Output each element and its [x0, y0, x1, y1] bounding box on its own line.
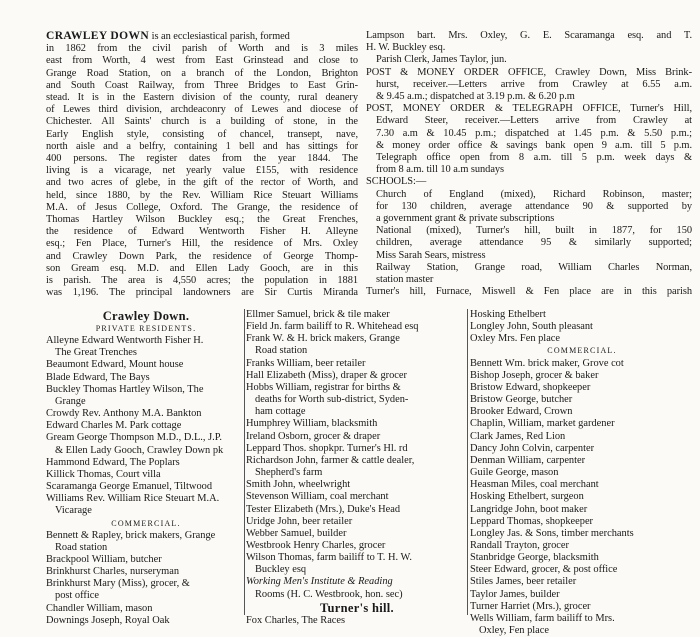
notice-line: & money order office & savings bank open 9 a.m. till 5 p.m. [376, 139, 692, 151]
directory-entry: Brinkhurst Mary (Miss), grocer, & [46, 578, 190, 590]
directory-entry: Smith John, wheelwright [246, 479, 351, 491]
directory-entry: Turner Harriet (Mrs.), grocer [470, 600, 591, 612]
intro-line: M.A. of Jesus College, Oxford. The Grange, the residence of [46, 201, 358, 213]
entry-continuation: Shepherd's farm [255, 467, 323, 479]
notice-line: Edward Steer, receiver.—Letters arrive from Crawley at [376, 115, 692, 127]
intro-line: and two acres of glebe, in the gift of the rector of Worth, and [46, 177, 358, 189]
intro-line: north aisle and a belfry, containing 1 bell and has sittings for [46, 140, 358, 152]
intro-line: 400 persons. The register dates from the year 1844. The [46, 153, 358, 165]
column-3 [470, 309, 694, 637]
directory-entry: Brooker Edward, Crown [470, 406, 573, 418]
notice-line: National (mixed), Turner's hill, built in 1877, for 150 [376, 225, 692, 237]
notice-line: & 9.45 a.m.; dispatched at 3.19 p.m. & 6.20 p.m [376, 91, 575, 103]
intro-line: esq.; Fen Place, Turner's Hill, the residence of Mrs. Oxley [46, 238, 358, 250]
directory-entry: Westbrook Henry Charles, grocer [246, 539, 386, 551]
directory-entry: Taylor James, builder [470, 588, 560, 600]
directory-entry: Williams Rev. William Rice Steuart M.A. [46, 493, 220, 505]
entry-continuation: Buckley esq [255, 564, 307, 576]
intro-line: east from Worth, 4 west from East Grinstead and close to [46, 55, 358, 67]
directory-entry: Buckley Thomas Hartley Wilson, The [46, 383, 204, 395]
intro-line: Thomas Hartley Wilson Buckley esq.; the Great Frenches, [46, 214, 358, 226]
directory-entry: Heasman Miles, coal merchant [470, 479, 599, 491]
directory-entry: Frank W. & H. brick makers, Grange [246, 333, 400, 345]
intro-line: Grange Road Station, on a branch of the London, Brighton [46, 67, 358, 79]
entry-continuation: post office [55, 590, 99, 602]
directory-entry: Wilson Thomas, farm bailiff to T. H. W. [246, 552, 412, 564]
directory-entry: Leppard Thomas, shopkeeper [470, 515, 594, 527]
notice-line: children, average attendance 95 & similarly supported; [376, 237, 692, 249]
notice-line: Railway Station, Grange road, William Charles Norman, [376, 261, 692, 273]
section-heading: Turner's hill. [320, 600, 394, 615]
directory-entry: Bennett & Rapley, brick makers, Grange [46, 529, 216, 541]
directory-entry: Denman William, carpenter [470, 454, 586, 466]
directory-entry: Bristow Edward, shopkeeper [470, 381, 591, 393]
section-heading: Crawley Down. [102, 309, 190, 323]
directory-entry: Gream George Thompson M.D., D.L., J.P. [46, 432, 222, 444]
directory-entry: Leppard Thos. shopkpr. Turner's Hl. rd [246, 442, 408, 454]
directory-entry: Hobbs William, registrar for births & [246, 381, 401, 393]
directory-entry: Stiles James, beer retailer [470, 576, 577, 588]
directory-entry: Chandler William, mason [46, 602, 153, 614]
directory-entry: Stevenson William, coal merchant [246, 491, 389, 503]
directory-entry: Dancy John Colvin, carpenter [470, 442, 595, 454]
section-subheading: PRIVATE RESIDENTS. [95, 324, 197, 333]
intro-line: is parish. The area is 4,550 acres; the population in 1881 [46, 275, 358, 287]
notice-line: POST & MONEY ORDER OFFICE, Crawley Down, Miss Brink- [366, 66, 692, 78]
directory-entry: Franks William, beer retailer [246, 357, 366, 369]
directory-entry: Hall Elizabeth (Miss), draper & grocer [246, 369, 407, 381]
intro-line: CRAWLEY DOWN is an ecclesiastical parish, formed [46, 30, 290, 42]
column-rule [244, 309, 245, 615]
entry-continuation: Grange [55, 395, 86, 407]
place-title: CRAWLEY DOWN [46, 30, 150, 42]
directory-entry: Longley John, South pleasant [470, 321, 593, 333]
entry-continuation: deaths for Worth sub-district, Syden- [255, 394, 409, 406]
directory-entry: Chaplin, William, market gardener [470, 418, 615, 430]
entry-continuation: & Ellen Lady Gooch, Crawley Down pk [55, 444, 224, 456]
notice-line: Telegraph office open from 8 a.m. till 5 p.m. week days & [376, 152, 692, 164]
directory-entry: Oxley Mrs. Fen place [470, 333, 561, 345]
directory-entry: Fox Charles, The Races [246, 614, 346, 626]
intro-line: Chichester. All Saints' church is a building of stone, in the [46, 116, 358, 128]
directory-entry: Langridge John, boot maker [470, 503, 588, 515]
directory-entry: Edward Charles M. Park cottage [46, 420, 182, 432]
intro-line: son Gream esq. M.D. and Ellen Lady Gooch, are in this [46, 262, 358, 274]
right-top-paragraph [366, 30, 692, 298]
entry-continuation: Road station [255, 345, 308, 357]
intro-line: held, since 1880, by the Rev. William Rice Steuart Williams [46, 189, 358, 201]
directory-entry: Beaumont Edward, Mount house [46, 359, 184, 371]
notice-line: Parish Clerk, James Taylor, jun. [376, 54, 507, 66]
directory-entry: Ireland Osborn, grocer & draper [246, 430, 381, 442]
directory-entry: Clark James, Red Lion [470, 430, 566, 442]
column-2 [246, 309, 468, 627]
directory-entry: Ellmer Samuel, brick & tile maker [246, 309, 390, 320]
directory-entry: Wells William, farm bailiff to Mrs. [470, 612, 615, 624]
directory-entry: Killick Thomas, Court villa [46, 468, 161, 480]
entry-continuation: Road station [55, 541, 108, 553]
directory-entry: Blade Edward, The Bays [46, 371, 150, 383]
directory-entry: Hammond Edward, The Poplars [46, 456, 180, 468]
intro-line: in 1862 from the civil parish of Worth and is 3 miles [46, 43, 358, 55]
column-1 [46, 309, 246, 627]
notice-line: Miss Sarah Sears, mistress [376, 249, 486, 261]
intro-paragraph [46, 30, 358, 299]
entry-continuation: Vicarage [55, 505, 92, 517]
section-subheading: COMMERCIAL. [111, 518, 181, 528]
intro-line: the residence of Edward Wentworth Fisher H. Alleyne [46, 226, 358, 238]
directory-entry: Brinkhurst Charles, nurseryman [46, 566, 180, 578]
directory-entry: Guile George, mason [470, 467, 559, 479]
intro-line: and Crawley Down Park, the residence of George Thomp- [46, 250, 358, 262]
notice-line: SCHOOLS:— [366, 176, 427, 188]
directory-entry: Crowdy Rev. Anthony M.A. Bankton [46, 408, 202, 420]
intro-line: Early English style, consisting of chancel, transept, nave, [46, 128, 358, 140]
directory-entry: Downings Joseph, Royal Oak [46, 614, 170, 626]
directory-entry: Bishop Joseph, grocer & baker [470, 369, 599, 381]
directory-entry: Richardson John, farmer & cattle dealer, [246, 454, 415, 466]
directory-entry: Field Jn. farm bailiff to R. Whitehead esq [246, 321, 419, 333]
directory-entry: Randall Trayton, grocer [470, 539, 569, 551]
directory-entry: Longley Jas. & Sons, timber merchants [470, 527, 634, 539]
notice-line: 7.30 a.m & 10.45 p.m.; dispatched at 1.45 p.m. & 5.50 p.m.; [376, 127, 692, 139]
notice-line: for 130 children, average attendance 90 & supported by [376, 200, 692, 212]
directory-entry: Uridge John, beer retailer [246, 515, 353, 527]
directory-entry: Tester Elizabeth (Mrs.), Duke's Head [246, 503, 401, 515]
intro-line: living is a vicarage, net yearly value £155, with residence [46, 165, 358, 177]
notice-line: from 8 a.m. till 10 a.m sundays [376, 164, 505, 176]
intro-line: and South Coast Railway, from Three Bridges to East Grin- [46, 79, 358, 91]
intro-line: of Lewes third division, archdeaconry of Lewes and diocese of [46, 104, 358, 116]
notice-line: Turner's hill, Furnace, Miswell & Fen place are in this parish [366, 286, 692, 298]
directory-entry: Working Men's Institute & Reading [246, 576, 393, 588]
directory-entry: Bennett Wm. brick maker, Grove cot [470, 357, 624, 369]
section-subheading: COMMERCIAL. [547, 346, 617, 356]
directory-entry: Steer Edward, grocer, & post office [470, 564, 618, 576]
entry-continuation: ham cottage [255, 406, 306, 418]
notice-line: hurst, receiver.—Letters arrive from Crawley at 6.55 a.m. [376, 78, 692, 90]
directory-entry: Brackpool William, butcher [46, 553, 162, 565]
directory-entry: Humphrey William, blacksmith [246, 418, 378, 430]
intro-line: was 1,196. The principal landowners are Sir Curtis Miranda [46, 287, 358, 299]
notice-line: station master [376, 274, 434, 286]
notice-line: Lampson bart. Mrs. Oxley, G. E. Scaramanga esq. and T. [366, 30, 692, 41]
entry-continuation: Oxley, Fen place [479, 625, 550, 637]
entry-continuation: Rooms (H. C. Westbrook, hon. sec) [255, 588, 403, 600]
notice-line: Church of England (mixed), Richard Robinson, master; [376, 188, 692, 200]
directory-entry: Hosking Ethelbert, surgeon [470, 491, 584, 503]
directory-entry: Alleyne Edward Wentworth Fisher H. [46, 335, 204, 347]
directory-entry: Stanbridge George, blacksmith [470, 552, 599, 564]
directory-entry: Hosking Ethelbert [470, 309, 546, 320]
notice-line: H. W. Buckley esq. [366, 42, 446, 54]
entry-continuation: The Great Trenches [55, 347, 137, 359]
intro-line: stead. It is in the Eastern division of the county, rural deanery [46, 92, 358, 104]
column-rule [467, 309, 468, 615]
directory-entry: Webber Samuel, builder [246, 527, 347, 539]
notice-line: POST, MONEY ORDER & TELEGRAPH OFFICE, Turner's Hill, [366, 103, 692, 115]
directory-entry: Scaramanga George Emanuel, Tiltwood [46, 481, 213, 493]
notice-line: a government grant & private subscriptions [376, 213, 555, 225]
directory-entry: Bristow George, butcher [470, 394, 573, 406]
